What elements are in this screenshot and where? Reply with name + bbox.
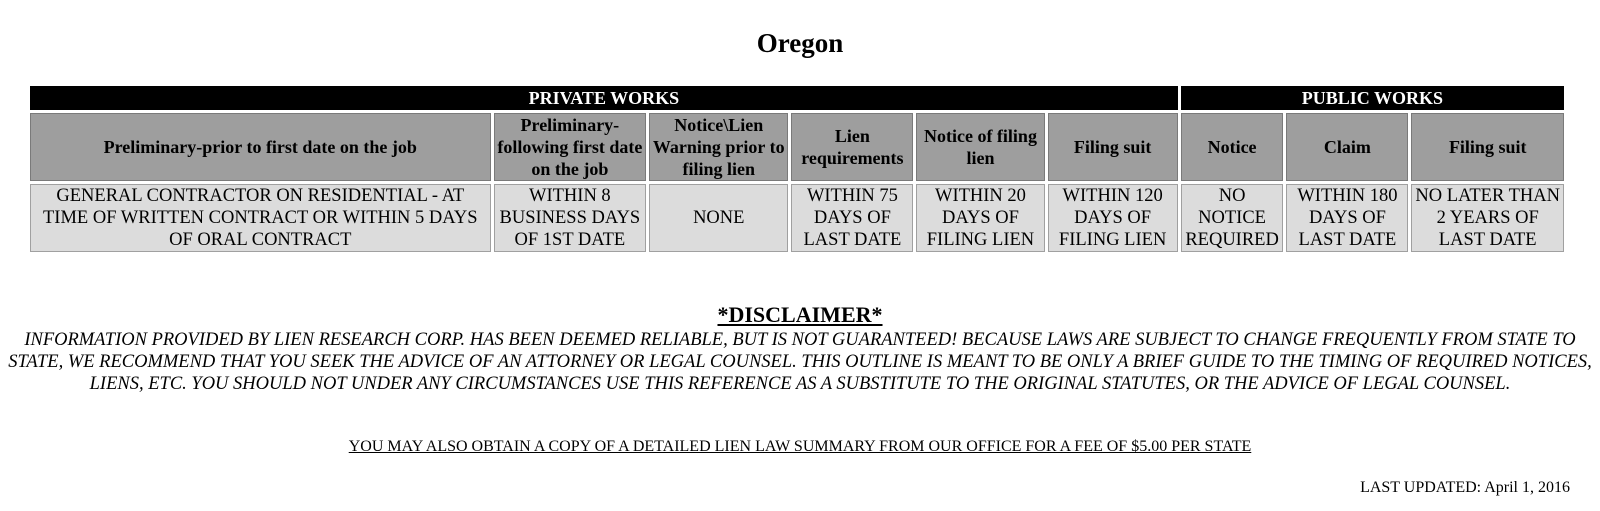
cell-preliminary-following: WITHIN 8 BUSINESS DAYS OF 1ST DATE xyxy=(494,184,647,252)
group-header-row xyxy=(30,86,1564,110)
cell-public-notice: NO NOTICE REQUIRED xyxy=(1181,184,1284,252)
public-works-header: PUBLIC WORKS xyxy=(1181,86,1564,110)
cell-lien-requirements: WITHIN 75 DAYS OF LAST DATE xyxy=(791,184,913,252)
cell-private-filing-suit: WITHIN 120 DAYS OF FILING LIEN xyxy=(1048,184,1178,252)
cell-notice-lien-warning: NONE xyxy=(649,184,788,252)
header-preliminary-prior: Preliminary-prior to first date on the job xyxy=(30,113,491,181)
disclaimer-body: INFORMATION PROVIDED BY LIEN RESEARCH CORP. HAS BEEN DEEMED RELIABLE, BUT IS NOT GUARANTEED! BECAUSE LAWS ARE SUBJECT TO CHANGE FREQUENTLY FROM STATE TO STATE, WE RECOMMEND THAT YOU SEEK THE ADVICE OF AN ATTORNEY OR LEGAL COUNSEL. THIS OUTLINE IS MEANT TO BE ONLY A BRIEF GUIDE TO THE TIMING OF REQUIRED NOTICES, LIENS, ETC. YOU SHOULD NOT UNDER ANY CIRCUMSTANCES USE THIS REFERENCE AS A SUBSTITUTE TO THE ORIGINAL STATUTES, OR THE ADVICE OF LEGAL COUNSEL. xyxy=(8,330,1592,394)
disclaimer-title: *DISCLAIMER* xyxy=(717,302,883,327)
cell-public-claim: WITHIN 180 DAYS OF LAST DATE xyxy=(1286,184,1408,252)
header-notice-of-filing-lien: Notice of filing lien xyxy=(916,113,1044,181)
cell-public-filing-suit: NO LATER THAN 2 YEARS OF LAST DATE xyxy=(1411,184,1564,252)
page-title: Oregon xyxy=(756,28,844,58)
header-notice-lien-warning: Notice\Lien Warning prior to filing lien xyxy=(649,113,788,181)
header-preliminary-following: Preliminary-following first date on the job xyxy=(494,113,647,181)
cell-preliminary-prior: GENERAL CONTRACTOR ON RESIDENTIAL - AT TIME OF WRITTEN CONTRACT OR WITHIN 5 DAYS OF ORAL CONTRACT xyxy=(30,184,491,252)
summary-note xyxy=(0,437,1600,457)
summary-link[interactable]: YOU MAY ALSO OBTAIN A COPY OF A DETAILED LIEN LAW SUMMARY FROM OUR OFFICE FOR A FEE OF $5.00 PER STATE xyxy=(348,438,1252,455)
last-updated: LAST UPDATED: April 1, 2016 xyxy=(1360,479,1570,496)
header-public-claim: Claim xyxy=(1286,113,1408,181)
column-header-row xyxy=(30,113,1564,181)
lien-law-table xyxy=(27,83,1567,255)
header-public-filing-suit: Filing suit xyxy=(1411,113,1564,181)
header-public-notice: Notice xyxy=(1181,113,1284,181)
private-works-header: PRIVATE WORKS xyxy=(30,86,1178,110)
cell-notice-of-filing-lien: WITHIN 20 DAYS OF FILING LIEN xyxy=(916,184,1044,252)
header-lien-requirements: Lien requirements xyxy=(791,113,913,181)
header-private-filing-suit: Filing suit xyxy=(1048,113,1178,181)
table-row xyxy=(30,184,1564,252)
